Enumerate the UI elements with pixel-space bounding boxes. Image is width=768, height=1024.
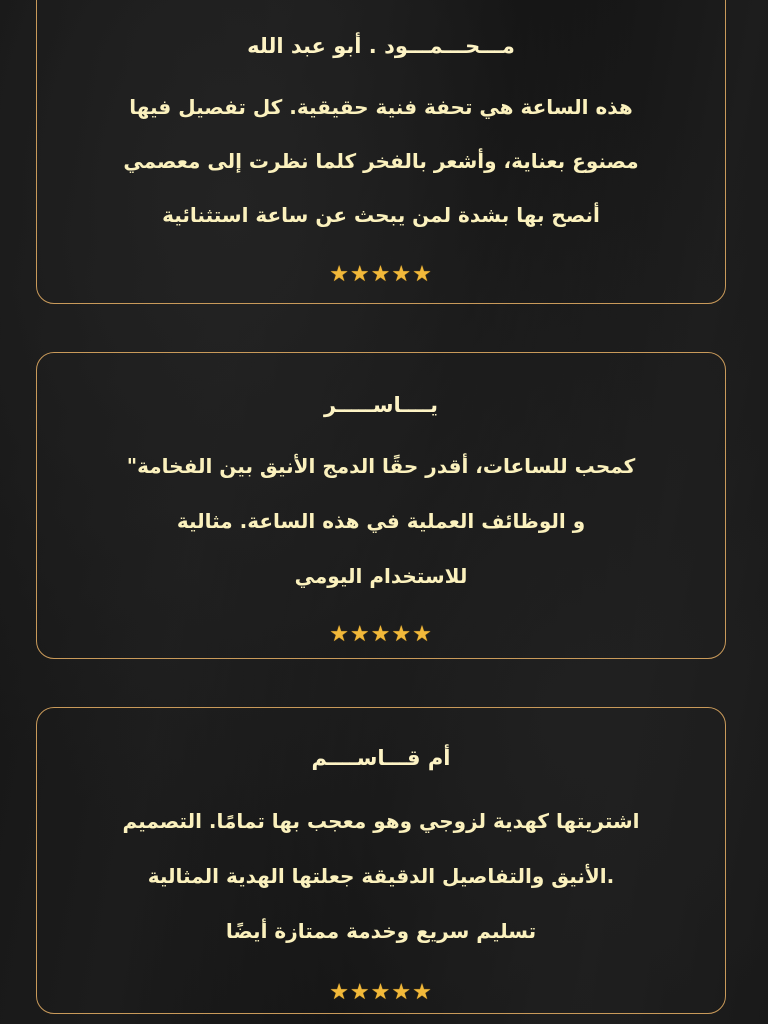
star-rating-icon: ★★★★★ xyxy=(329,262,433,287)
review-card xyxy=(36,707,726,1014)
review-line: اشتريتها كهدية لزوجي وهو معجب بها تمامًا. التصميم xyxy=(122,809,640,833)
review-text xyxy=(37,794,725,959)
review-line: .الأنيق والتفاصيل الدقيقة جعلتها الهدية المثالية xyxy=(147,864,615,888)
review-line: تسليم سريع وخدمة ممتازة أيضًا xyxy=(225,919,537,943)
review-line: هذه الساعة هي تحفة فنية حقيقية. كل تفصيل فيها xyxy=(129,95,633,119)
reviewer-name: مـــحـــمـــود . أبو عبد الله xyxy=(247,34,515,58)
review-card xyxy=(36,0,726,304)
review-line: أنصح بها بشدة لمن يبحث عن ساعة استثنائية xyxy=(162,203,600,227)
review-card xyxy=(36,352,726,659)
review-line: و الوظائف العملية في هذه الساعة. مثالية xyxy=(176,509,586,533)
review-line: كمحب للساعات، أقدر حقًا الدمج الأنيق بين الفخامة" xyxy=(126,454,636,478)
review-text xyxy=(37,80,725,242)
review-line: مصنوع بعناية، وأشعر بالفخر كلما نظرت إلى معصمي xyxy=(123,149,639,173)
star-rating-icon: ★★★★★ xyxy=(329,622,433,647)
review-line: للاستخدام اليومي xyxy=(294,564,468,588)
review-text xyxy=(37,439,725,604)
reviewer-name: أم قـــاســــم xyxy=(311,746,451,770)
star-rating-icon: ★★★★★ xyxy=(329,980,433,1005)
reviewer-name: يــــاســـــر xyxy=(323,393,439,417)
